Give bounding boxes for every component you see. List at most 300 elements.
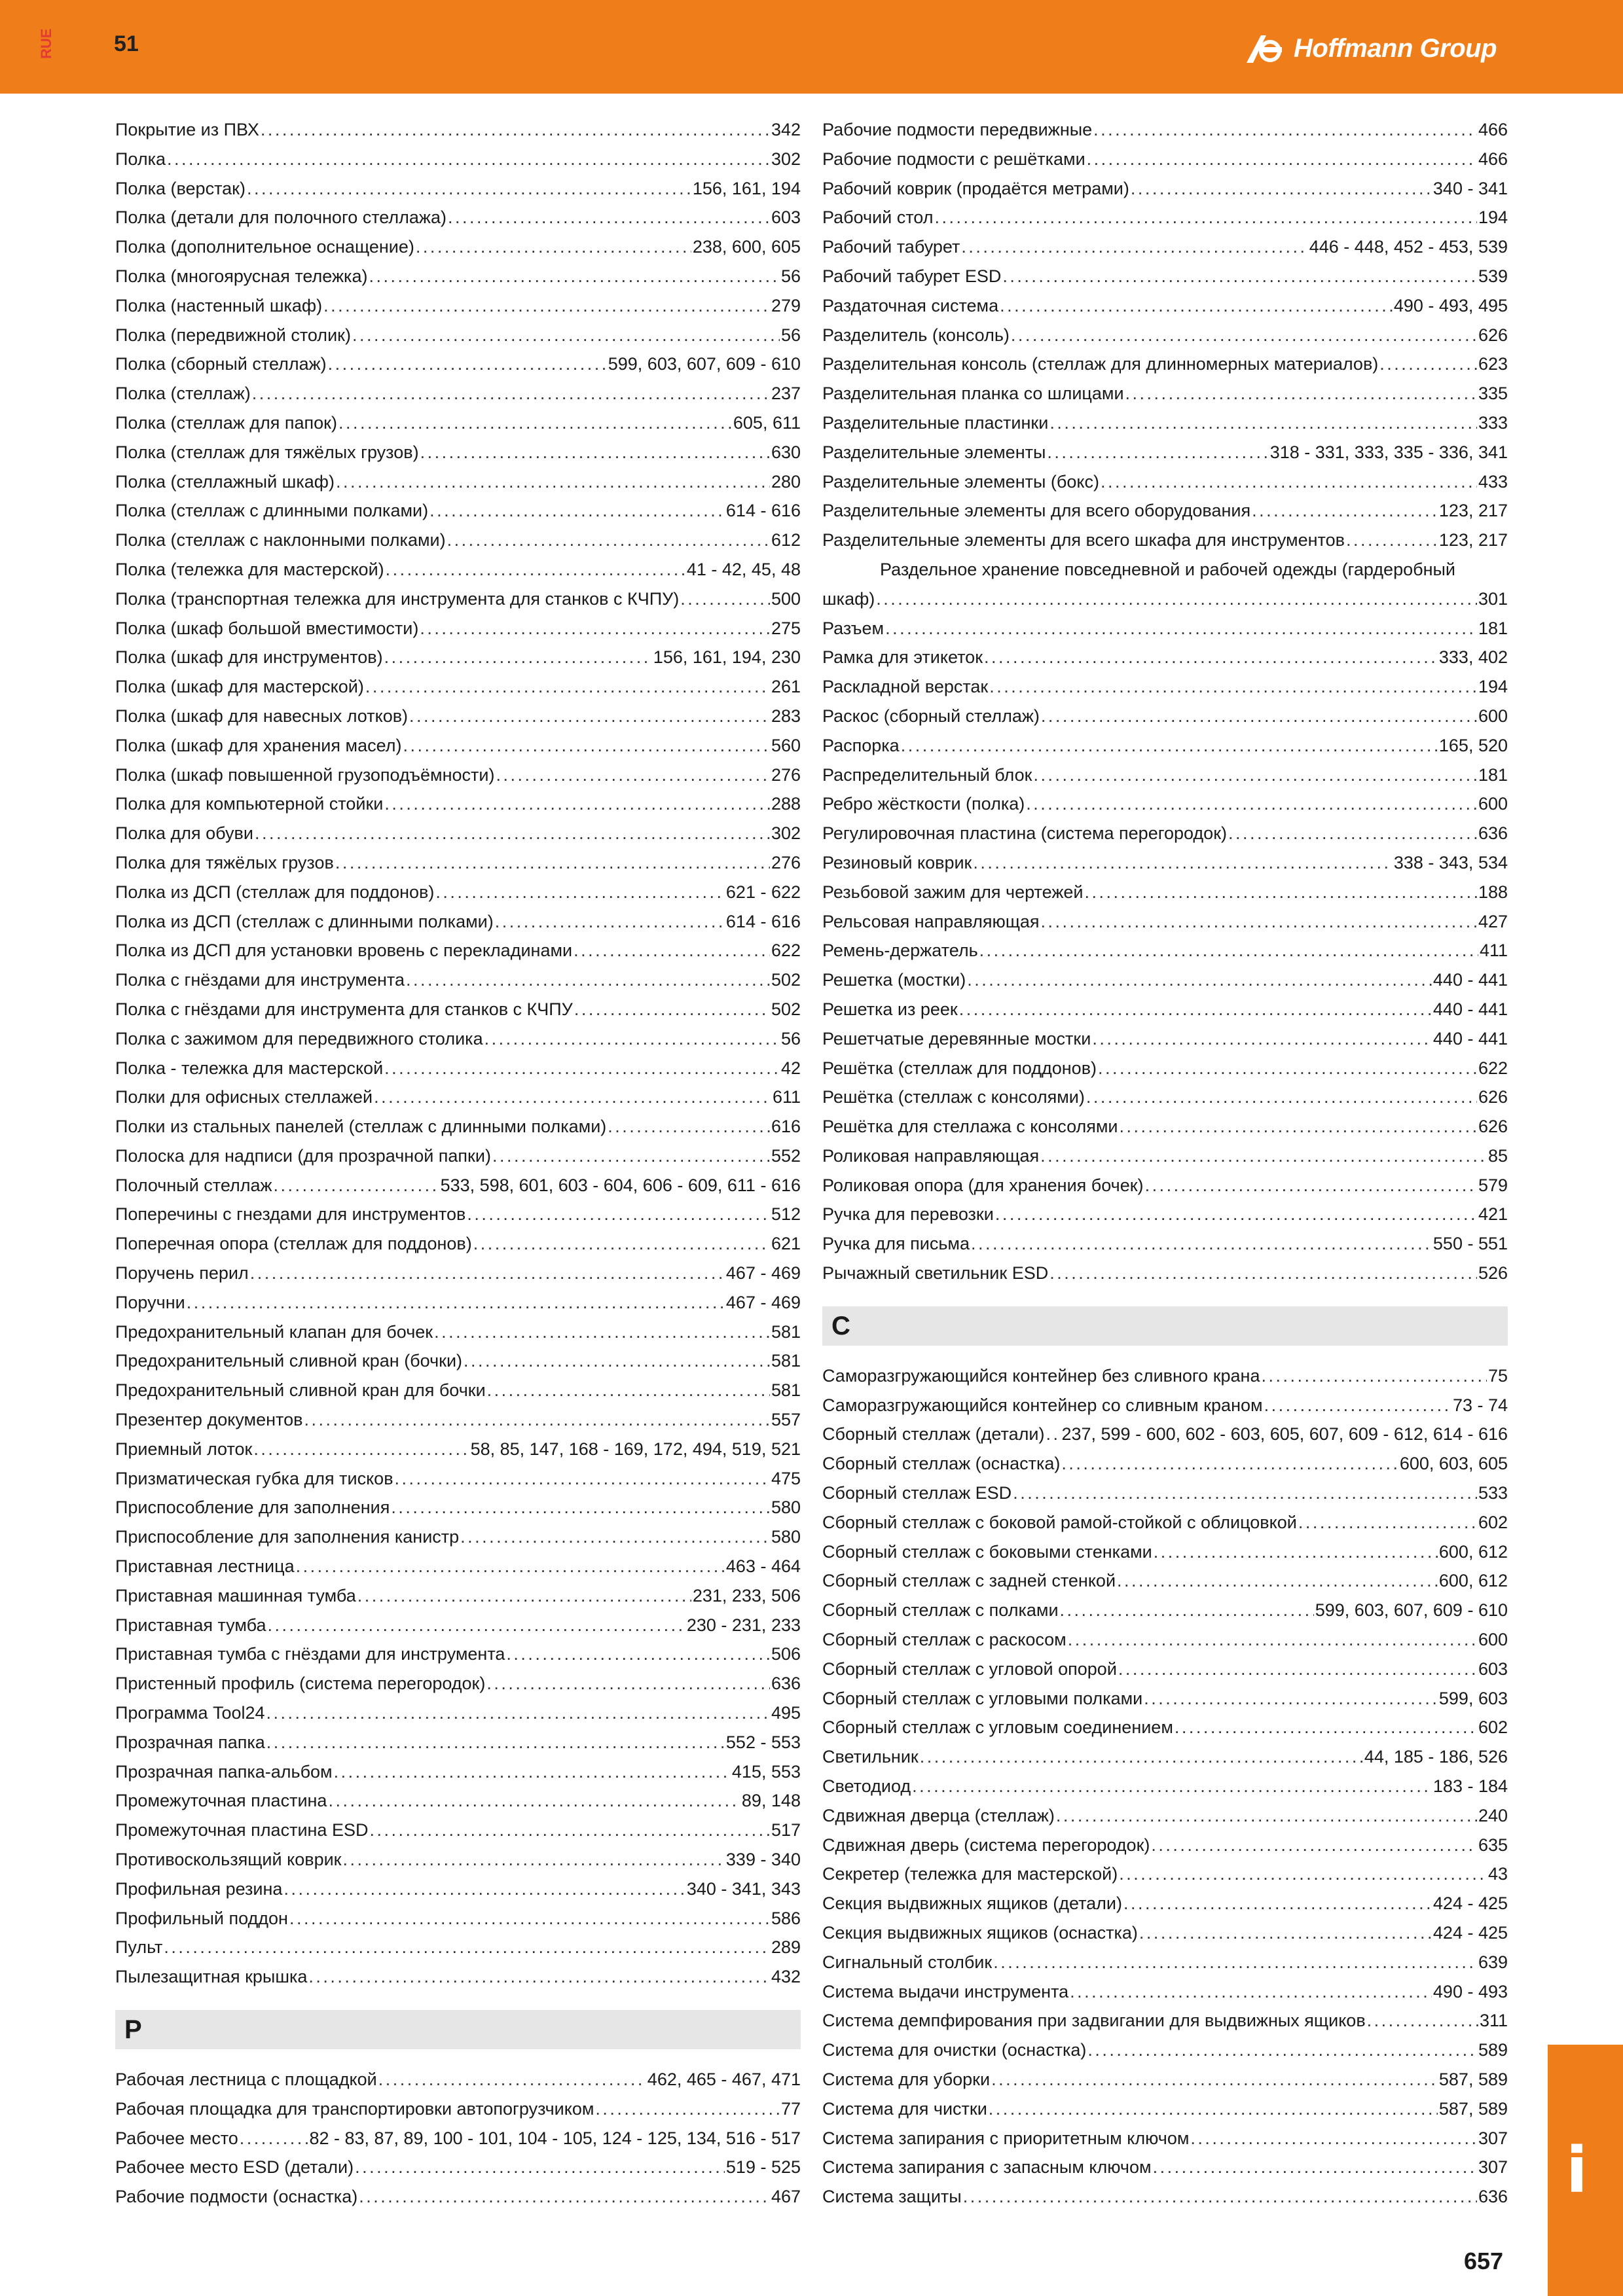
dot-leader <box>1011 321 1477 350</box>
index-entry <box>822 2182 1508 2212</box>
index-pages: 56 <box>780 1028 801 1049</box>
dot-leader <box>1228 819 1477 848</box>
index-entry <box>115 1024 801 1054</box>
index-entry <box>115 1464 801 1494</box>
index-term: Ручка для письма <box>822 1234 970 1254</box>
index-entry <box>822 1977 1508 2007</box>
dot-leader <box>369 262 779 291</box>
index-entry <box>115 1874 801 1904</box>
index-pages: 75 <box>1487 1365 1508 1386</box>
dot-leader <box>336 467 770 497</box>
index-entry <box>115 1435 801 1464</box>
dot-leader <box>240 2124 308 2153</box>
index-term: Прозрачная папка <box>115 1732 265 1752</box>
index-entry <box>822 2124 1508 2153</box>
index-pages: 301 <box>1478 588 1508 609</box>
index-term: Поручень перил <box>115 1263 249 1283</box>
index-pages: 340 - 341, 343 <box>686 1878 801 1899</box>
index-pages: 636 <box>1478 2187 1508 2207</box>
index-term: Презентер документов <box>115 1410 303 1430</box>
index-term: Призматическая губка для тисков <box>115 1468 393 1488</box>
dot-leader <box>338 408 732 438</box>
index-term: Рабочий стол <box>822 207 934 228</box>
index-term: Сигнальный столбик <box>822 1952 993 1972</box>
index-pages: 626 <box>1478 1117 1508 1137</box>
index-entry <box>822 1112 1508 1141</box>
dot-leader <box>484 1024 780 1054</box>
index-entry <box>822 1918 1508 1948</box>
index-term: Сборный стеллаж (детали) <box>822 1424 1045 1444</box>
index-term: Решётка (стеллаж для поддонов) <box>822 1058 1097 1078</box>
dot-leader <box>359 2182 770 2212</box>
index-entry <box>115 1845 801 1874</box>
section-number: 51 <box>114 31 139 56</box>
index-entry <box>822 2036 1508 2065</box>
index-pages: 424 - 425 <box>1432 1923 1508 1943</box>
index-entry <box>115 115 801 145</box>
index-entry <box>115 1611 801 1640</box>
index-term: Поперечины с гнездами для инструментов <box>115 1204 466 1225</box>
index-term: Промежуточная пластина ESD <box>115 1820 369 1840</box>
index-pages: 307 <box>1478 2157 1508 2178</box>
dot-leader <box>1040 1141 1487 1171</box>
dot-leader <box>959 995 1432 1024</box>
index-entry <box>115 819 801 848</box>
dot-leader <box>1139 1918 1432 1948</box>
dot-leader <box>971 1229 1432 1259</box>
dot-leader <box>912 1772 1432 1801</box>
index-term: Полка (детали для полочного стеллажа) <box>115 207 447 228</box>
index-pages: 289 <box>771 1937 801 1958</box>
index-entry <box>115 174 801 204</box>
index-pages: 517 <box>771 1820 801 1840</box>
index-pages: 41 - 42, 45, 48 <box>686 559 801 579</box>
index-entry <box>822 1566 1508 1596</box>
dot-leader <box>1145 1171 1477 1200</box>
dot-leader <box>876 584 1477 614</box>
dot-leader <box>595 2094 780 2124</box>
index-entry <box>822 1596 1508 1625</box>
index-entry <box>822 936 1508 965</box>
index-term: Полоска для надписи (для прозрачной папки) <box>115 1145 491 1166</box>
dot-leader <box>1346 526 1438 555</box>
dot-leader <box>1119 1859 1487 1889</box>
index-pages: 156, 161, 194 <box>692 178 801 198</box>
index-entry <box>115 1288 801 1318</box>
index-pages: 599, 603, 607, 609 - 610 <box>1315 1600 1508 1621</box>
index-pages: 612 <box>771 530 801 550</box>
index-entry <box>115 2065 801 2094</box>
index-term: Приспособление для заполнения канистр <box>115 1527 460 1547</box>
dot-leader <box>1068 1625 1477 1655</box>
index-term: Полка для компьютерной стойки <box>115 794 384 814</box>
index-entry <box>822 1655 1508 1684</box>
index-pages: 181 <box>1478 618 1508 638</box>
index-pages: 600, 612 <box>1438 1541 1508 1562</box>
index-entry <box>822 467 1508 497</box>
index-entry <box>822 2065 1508 2094</box>
index-pages: 194 <box>1478 677 1508 697</box>
index-pages: 77 <box>780 2098 801 2119</box>
index-pages: 183 - 184 <box>1432 1776 1508 1797</box>
dot-leader <box>1252 496 1438 526</box>
index-entry <box>115 1581 801 1611</box>
index-term: Ремень-держатель <box>822 941 978 961</box>
index-pages: 621 <box>771 1234 801 1254</box>
dot-leader <box>1046 1420 1060 1449</box>
index-pages: 495 <box>771 1703 801 1723</box>
index-pages: 89, 148 <box>741 1791 801 1811</box>
dot-leader <box>267 1611 685 1640</box>
index-pages: 340 - 341 <box>1432 178 1508 198</box>
dot-leader <box>266 1728 725 1757</box>
index-pages: 526 <box>1478 1263 1508 1283</box>
index-term: Полка из ДСП (стеллаж для поддонов) <box>115 882 435 902</box>
index-pages: 581 <box>771 1351 801 1371</box>
index-pages: 589 <box>1478 2040 1508 2060</box>
index-pages: 237 <box>771 384 801 404</box>
index-term: Разъем <box>822 618 884 638</box>
dot-leader <box>1123 1889 1432 1918</box>
index-pages: 342 <box>771 120 801 139</box>
index-pages: 630 <box>771 442 801 462</box>
index-term: Приставная тумба <box>115 1615 266 1635</box>
dot-leader <box>1070 1977 1432 2007</box>
index-entry <box>822 614 1508 643</box>
index-term: Сборный стеллаж с боковыми стенками <box>822 1541 1152 1562</box>
index-entry <box>115 1318 801 1347</box>
index-pages: 611 <box>772 1087 801 1107</box>
index-pages: 333 <box>1478 412 1508 433</box>
dot-leader <box>261 115 770 145</box>
dot-leader <box>250 1259 725 1288</box>
index-entry <box>822 1054 1508 1083</box>
index-pages: 552 <box>771 1145 801 1166</box>
dot-leader <box>1144 1684 1438 1713</box>
index-term: Саморазгружающийся контейнер со сливным краном <box>822 1395 1263 1415</box>
index-entry <box>822 907 1508 937</box>
index-pages: 275 <box>771 618 801 638</box>
dot-leader <box>460 1522 770 1552</box>
index-entry <box>822 2006 1508 2036</box>
index-entry <box>822 1083 1508 1112</box>
index-term: Рабочая площадка для транспортировки автопогрузчиком <box>115 2098 594 2119</box>
index-pages: 123, 217 <box>1438 530 1508 550</box>
index-entry <box>822 1508 1508 1537</box>
index-pages: 237, 599 - 600, 602 - 603, 605, 607, 609 - 612, 614 - 616 <box>1061 1424 1508 1444</box>
index-pages: 276 <box>771 764 801 785</box>
index-term: Секция выдвижных ящиков (детали) <box>822 1893 1122 1914</box>
index-pages: 415, 553 <box>731 1761 801 1782</box>
dot-leader <box>574 936 770 965</box>
index-term: Роликовая опора (для хранения бочек) <box>822 1175 1144 1195</box>
index-pages: 231, 233, 506 <box>692 1585 801 1605</box>
index-pages: 490 - 493, 495 <box>1393 295 1508 315</box>
index-term: Промежуточная пластина <box>115 1791 327 1811</box>
index-entry <box>115 1522 801 1552</box>
index-pages: 440 - 441 <box>1432 1028 1508 1049</box>
dot-leader <box>961 232 1307 262</box>
index-pages: 500 <box>771 588 801 609</box>
index-term: Ребро жёсткости (полка) <box>822 794 1025 814</box>
dot-leader <box>608 1112 770 1141</box>
index-term: Система запирания с запасным ключом <box>822 2157 1152 2178</box>
index-term: Резиновый коврик <box>822 852 972 872</box>
index-term: Раскладной верстак <box>822 677 989 697</box>
index-entry <box>115 1141 801 1171</box>
dot-leader <box>506 1640 770 1669</box>
index-term: Регулировочная пластина (система перегородок) <box>822 823 1227 844</box>
index-pages: 581 <box>771 1321 801 1342</box>
index-term: Рабочий табурет <box>822 237 960 257</box>
index-pages: 44, 185 - 186, 526 <box>1364 1747 1508 1767</box>
dot-leader <box>1117 1566 1438 1596</box>
index-pages: 432 <box>771 1967 801 1987</box>
index-term: Система для уборки <box>822 2070 991 2089</box>
index-term: Разделительные элементы (бокс) <box>822 471 1099 492</box>
index-pages: 557 <box>771 1410 801 1430</box>
index-term: Приспособление для заполнения <box>115 1498 390 1518</box>
index-pages: 156, 161, 194, 230 <box>653 647 801 668</box>
index-term: Предохранительный клапан для бочек <box>115 1321 433 1342</box>
index-pages: 279 <box>771 295 801 315</box>
index-pages: 636 <box>771 1674 801 1694</box>
index-pages: 466 <box>1478 120 1508 139</box>
index-pages: 599, 603 <box>1438 1688 1508 1708</box>
index-term: Саморазгружающийся контейнер без сливного крана <box>822 1365 1260 1386</box>
index-term: шкаф) <box>822 588 875 609</box>
index-entry <box>822 1742 1508 1772</box>
index-term: Система запирания с приоритетным ключом <box>822 2128 1190 2148</box>
dot-leader <box>409 702 770 731</box>
dot-leader <box>352 321 780 350</box>
index-entry <box>822 878 1508 907</box>
index-entry <box>822 1449 1508 1479</box>
index-pages: 307 <box>1478 2128 1508 2148</box>
dot-leader <box>467 1200 770 1229</box>
index-term: Полка (шкаф для навесных лотков) <box>115 706 409 726</box>
dot-leader <box>991 2065 1438 2094</box>
index-term: Система защиты <box>822 2187 962 2207</box>
index-entry <box>822 1889 1508 1918</box>
dot-leader <box>979 936 1478 965</box>
dot-leader <box>447 526 770 555</box>
index-entry <box>115 496 801 526</box>
index-term: Сборный стеллаж с полками <box>822 1600 1059 1621</box>
index-column-right <box>822 115 1508 2212</box>
dot-leader <box>1098 1054 1477 1083</box>
dot-leader <box>1002 262 1477 291</box>
index-term: Предохранительный сливной кран (бочки) <box>115 1351 463 1371</box>
index-entry <box>115 672 801 702</box>
dot-leader <box>495 907 725 937</box>
index-pages: 85 <box>1487 1145 1508 1166</box>
index-term: Сдвижная дверь (система перегородок) <box>822 1835 1150 1855</box>
index-term: Ручка для перевозки <box>822 1204 994 1225</box>
dot-leader <box>1000 291 1393 321</box>
index-entry <box>115 2124 801 2153</box>
index-pages: 587, 589 <box>1438 2098 1508 2119</box>
index-entry <box>822 321 1508 350</box>
index-term: Решетчатые деревянные мостки <box>822 1028 1091 1049</box>
index-entry <box>115 262 801 291</box>
index-pages: 339 - 340 <box>725 1850 801 1870</box>
dot-leader <box>1264 1391 1451 1420</box>
index-entry <box>822 1420 1508 1449</box>
index-pages: 188 <box>1478 882 1508 902</box>
index-term: Разделительные элементы <box>822 442 1046 462</box>
index-term: Полка (шкаф большой вместимости) <box>115 618 419 638</box>
index-entry <box>115 995 801 1024</box>
index-pages: 639 <box>1478 1952 1508 1972</box>
index-entry <box>115 1698 801 1728</box>
dot-leader <box>448 203 770 232</box>
index-pages: 58, 85, 147, 168 - 169, 172, 494, 519, 521 <box>470 1439 801 1459</box>
index-pages: 411 <box>1479 941 1508 961</box>
index-term: Полка из ДСП (стеллаж с длинными полками) <box>115 911 494 931</box>
dot-leader <box>266 1698 770 1728</box>
dot-leader <box>434 1318 770 1347</box>
dot-leader <box>984 643 1438 672</box>
index-entry <box>115 614 801 643</box>
index-pages: 600, 612 <box>1438 1571 1508 1591</box>
index-entry <box>822 1229 1508 1259</box>
dot-leader <box>1013 1479 1477 1508</box>
index-pages: 539 <box>1478 266 1508 286</box>
index-entry <box>822 496 1508 526</box>
index-pages: 603 <box>771 207 801 228</box>
index-term: Полка (транспортная тележка для инструмента для станков с КЧПУ) <box>115 588 680 609</box>
index-entry <box>115 2182 801 2212</box>
index-entry <box>115 467 801 497</box>
index-pages: 302 <box>771 823 801 844</box>
index-entry <box>822 848 1508 878</box>
index-term: Пристенный профиль (система перегородок) <box>115 1674 486 1694</box>
index-entry <box>115 702 801 731</box>
index-term: Система демпфирования при задвигании для выдвижных ящиков <box>822 2011 1366 2031</box>
index-entry <box>115 1552 801 1581</box>
index-pages: 512 <box>771 1204 801 1225</box>
dot-leader <box>995 1200 1477 1229</box>
dot-leader <box>1087 2036 1477 2065</box>
index-term: Пульт <box>115 1937 163 1958</box>
index-term: Разделительные элементы для всего шкафа для инструментов <box>822 530 1345 550</box>
index-entry <box>115 321 801 350</box>
index-pages: 433 <box>1478 471 1508 492</box>
index-entry <box>115 731 801 761</box>
dot-leader <box>1367 2006 1478 2036</box>
index-entry <box>115 761 801 790</box>
dot-leader <box>374 1083 771 1112</box>
index-pages: 580 <box>771 1498 801 1518</box>
index-entry-continuation <box>822 584 1508 614</box>
dot-leader <box>920 1742 1363 1772</box>
index-entry <box>822 761 1508 790</box>
dot-leader <box>680 584 770 614</box>
index-term: Рабочие подмости (оснастка) <box>115 2187 358 2207</box>
index-pages: 42 <box>780 1058 801 1078</box>
dot-leader <box>1190 2124 1477 2153</box>
index-entry <box>822 291 1508 321</box>
index-entry <box>115 1640 801 1669</box>
index-term: Система для чистки <box>822 2098 987 2119</box>
index-term: Полка (дополнительное оснащение) <box>115 237 414 257</box>
index-entry <box>115 1054 801 1083</box>
index-pages: 165, 520 <box>1438 735 1508 755</box>
dot-leader <box>1060 1596 1314 1625</box>
index-entry <box>115 936 801 965</box>
index-entry <box>822 203 1508 232</box>
index-entry <box>822 1684 1508 1713</box>
index-term: Полка (стеллажный шкаф) <box>115 471 335 492</box>
dot-leader <box>1379 350 1477 379</box>
index-entry <box>115 1493 801 1522</box>
index-pages: 552 - 553 <box>725 1732 801 1752</box>
dot-leader <box>1041 907 1477 937</box>
index-pages: 261 <box>771 677 801 697</box>
index-entry <box>115 2094 801 2124</box>
dot-leader <box>473 1229 770 1259</box>
dot-leader <box>164 1933 770 1962</box>
index-pages: 635 <box>1478 1835 1508 1855</box>
index-term: Раскос (сборный стеллаж) <box>822 706 1040 726</box>
index-pages: 446 - 448, 452 - 453, 539 <box>1309 237 1508 257</box>
dot-leader <box>384 643 652 672</box>
index-entry <box>115 1816 801 1845</box>
index-term: Секция выдвижных ящиков (оснастка) <box>822 1923 1138 1943</box>
index-entry <box>115 379 801 408</box>
index-term: Разделительные пластинки <box>822 412 1049 433</box>
brand-logo <box>1244 29 1497 68</box>
dot-leader <box>1056 1801 1477 1831</box>
index-entry <box>115 1229 801 1259</box>
index-term: Полка (стеллаж с длинными полками) <box>115 501 429 521</box>
index-pages: 600 <box>1478 794 1508 814</box>
index-term: Полка (стеллаж для папок) <box>115 412 337 433</box>
index-term: Сборный стеллаж с угловой опорой <box>822 1659 1117 1679</box>
index-entry <box>115 1200 801 1229</box>
dot-leader <box>365 672 770 702</box>
dot-leader <box>1093 115 1477 145</box>
dot-leader <box>355 2153 725 2182</box>
index-entry <box>822 262 1508 291</box>
index-pages: 622 <box>1478 1058 1508 1078</box>
index-pages: 605, 611 <box>733 412 801 433</box>
index-term: Сборный стеллаж с угловыми полками <box>822 1688 1143 1708</box>
index-entry <box>822 1859 1508 1889</box>
index-term: Секретер (тележка для мастерской) <box>822 1864 1118 1884</box>
index-term: Разделитель (консоль) <box>822 325 1010 345</box>
dot-leader <box>464 1346 770 1376</box>
index-term: Полка (верстак) <box>115 178 246 198</box>
index-pages: 333, 402 <box>1438 647 1508 668</box>
dot-leader <box>167 145 770 174</box>
index-term: Полка (шкаф для мастерской) <box>115 677 364 697</box>
dot-leader <box>253 1435 469 1464</box>
index-entry <box>115 1728 801 1757</box>
index-term: Решетка из реек <box>822 999 958 1019</box>
index-entry <box>822 350 1508 379</box>
dot-leader <box>1047 438 1268 467</box>
index-term: Полки из стальных панелей (стеллаж с длинными полками) <box>115 1117 607 1137</box>
index-entry <box>822 1479 1508 1508</box>
index-term: Противоскользящий коврик <box>115 1850 342 1870</box>
index-entry <box>115 145 801 174</box>
index-entry <box>115 1376 801 1405</box>
index-entry <box>115 555 801 584</box>
index-term: Полка - тележка для мастерской <box>115 1058 384 1078</box>
dot-leader <box>304 1405 769 1435</box>
